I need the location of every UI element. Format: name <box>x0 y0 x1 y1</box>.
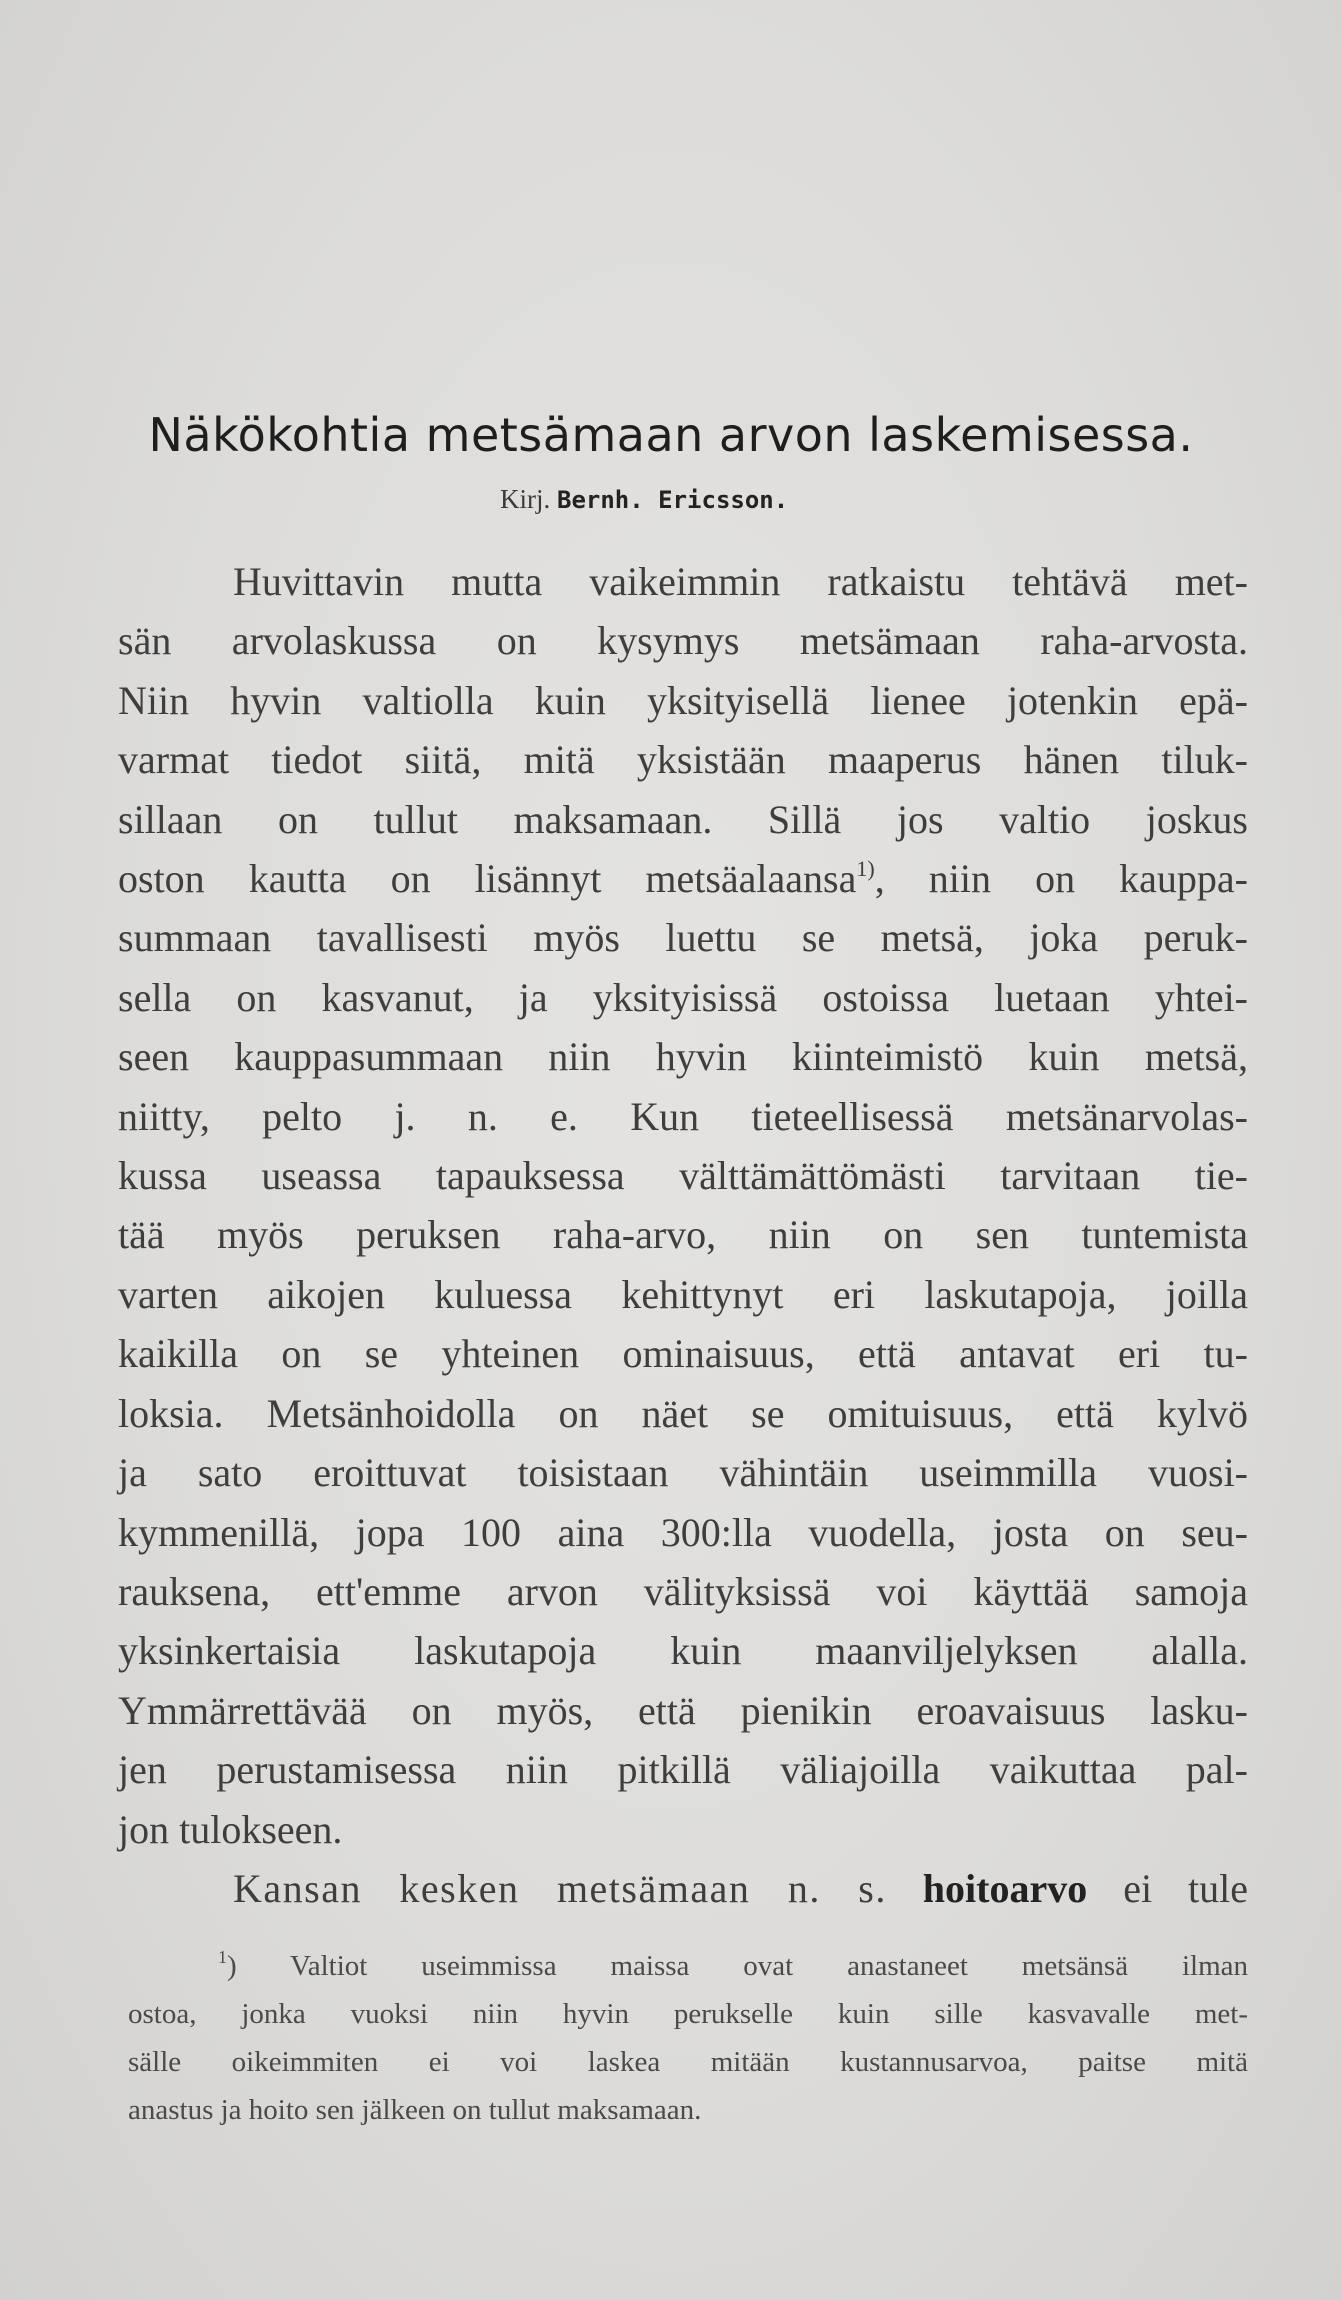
body-line: Ymmärrettävää on myös, että pienikin eroavaisuus lasku- <box>118 1687 1248 1733</box>
body-line-text: oston kautta on lisännyt metsäalaansa <box>118 856 857 902</box>
body-line: yksinkertaisia laskutapoja kuin maanviljelyksen alalla. <box>118 1628 1248 1674</box>
body-line: jon tulokseen. <box>118 1806 343 1852</box>
body-line: sän arvolaskussa on kysymys metsämaan raha-arvosta. <box>118 618 1248 664</box>
footnote-line: sälle oikeimmiten ei voi laskea mitään kustannusarvoa, paitse mitä <box>128 2046 1248 2078</box>
byline-prefix: Kirj. <box>500 484 551 514</box>
footnote <box>128 1942 1248 2134</box>
body-line: kussa useassa tapauksessa välttämättömästi tarvitaan tie- <box>118 1153 1248 1199</box>
body-line: sella on kasvanut, ja yksityisissä ostoissa luetaan yhtei- <box>118 974 1248 1020</box>
body-line: varmat tiedot siitä, mitä yksistään maaperus hänen tiluk- <box>118 737 1248 783</box>
body-line: Huvittavin mutta vaikeimmin ratkaistu tehtävä met- <box>233 559 1248 604</box>
body-line-with-footnote-ref <box>118 849 1248 908</box>
body-line: tää myös peruksen raha-arvo, niin on sen tuntemista <box>118 1212 1248 1258</box>
body-line-last <box>118 1859 1248 1918</box>
body-line: Niin hyvin valtiolla kuin yksityisellä lienee jotenkin epä- <box>118 677 1248 723</box>
footnote-reference <box>856 856 874 881</box>
body-line: ja sato eroittuvat toisistaan vähintäin useimmilla vuosi- <box>118 1450 1248 1496</box>
article-title: Näkökohtia metsämaan arvon laskemisessa. <box>148 408 1194 462</box>
footnote-number: 1 <box>218 1947 227 1967</box>
body-line: seen kauppasummaan niin hyvin kiinteimistö kuin metsä, <box>118 1034 1248 1080</box>
body-line-continuation: , niin on kauppa- <box>874 856 1248 902</box>
footnote-line: anastus ja hoito sen jälkeen on tullut maksamaan. <box>128 2094 702 2126</box>
author-name: Bernh. Ericsson. <box>557 486 789 514</box>
footnote-line <box>128 1942 1248 1990</box>
body-line: niitty, pelto j. n. e. Kun tieteellisessä metsänarvolas- <box>118 1093 1248 1139</box>
body-line: loksia. Metsänhoidolla on näet se omituisuus, että kylvö <box>118 1390 1248 1436</box>
body-text <box>118 552 1248 1918</box>
emphasized-term: hoitoarvo <box>922 1865 1088 1911</box>
footnote-line-text: ) Valtiot useimmissa maissa ovat anastaneet metsänsä ilman <box>227 1950 1248 1982</box>
body-line: summaan tavallisesti myös luettu se metsä, joka peruk- <box>118 915 1248 961</box>
last-line-end: ei tule <box>1123 1865 1248 1911</box>
body-line: kymmenillä, jopa 100 aina 300:lla vuodella, josta on seu- <box>118 1509 1248 1555</box>
last-line-start: Kansan kesken metsämaan n. s. <box>233 1865 887 1911</box>
footnote-line: ostoa, jonka vuoksi niin hyvin perukselle kuin sille kasvavalle met- <box>128 1998 1248 2030</box>
body-line: jen perustamisessa niin pitkillä väliajoilla vaikuttaa pal- <box>118 1747 1248 1793</box>
body-line: kaikilla on se yhteinen ominaisuus, että antavat eri tu- <box>118 1331 1248 1377</box>
byline <box>500 484 788 515</box>
footnote-ref-paren: ) <box>867 856 875 882</box>
body-line: varten aikojen kuluessa kehittynyt eri laskutapoja, joilla <box>118 1271 1248 1317</box>
body-line: rauksena, ett'emme arvon välityksissä voi käyttää samoja <box>118 1568 1248 1614</box>
footnote-ref-number: 1 <box>856 856 868 882</box>
body-line: sillaan on tullut maksamaan. Sillä jos valtio joskus <box>118 796 1248 842</box>
